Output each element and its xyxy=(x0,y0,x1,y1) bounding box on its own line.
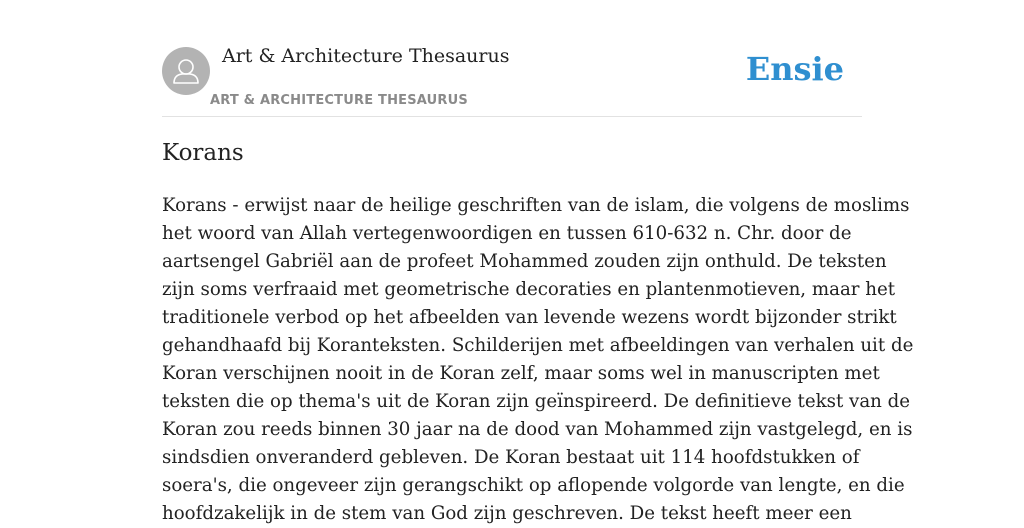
avatar[interactable] xyxy=(162,47,210,95)
source-title[interactable]: Art & Architecture Thesaurus xyxy=(222,45,510,67)
entry-body-line: zijn soms verfraaid met geometrische decoraties en plantenmotieven, maar het xyxy=(162,279,896,300)
entry-body xyxy=(162,192,914,528)
entry-body-line: teksten die op thema's uit de Koran zijn geïnspireerd. De definitieve tekst van de xyxy=(162,391,911,412)
entry-body-line: soera's, die ongeveer zijn gerangschikt op aflopende volgorde van lengte, en die xyxy=(162,475,905,496)
entry-body-line: Koran zou reeds binnen 30 jaar na de dood van Mohammed zijn vastgelegd, en is xyxy=(162,419,913,440)
source-subtitle[interactable]: ART & ARCHITECTURE THESAURUS xyxy=(210,93,468,108)
entry-body-line: Koran verschijnen nooit in de Koran zelf, maar soms wel in manuscripten met xyxy=(162,363,880,384)
header xyxy=(162,0,862,117)
entry-body-line: sindsdien onveranderd gebleven. De Koran bestaat uit 114 hoofdstukken of xyxy=(162,447,860,468)
entry-body-line: gehandhaafd bij Koranteksten. Schilderijen met afbeeldingen van verhalen uit de xyxy=(162,335,914,356)
entry-body-line: het woord van Allah vertegenwoordigen en tussen 610-632 n. Chr. door de xyxy=(162,223,852,244)
entry-title: Korans xyxy=(162,140,244,166)
entry-body-line: Korans - erwijst naar de heilige geschriften van de islam, die volgens de moslims xyxy=(162,195,910,216)
entry-body-line: hoofdzakelijk in de stem van God zijn geschreven. De tekst heeft meer een xyxy=(162,503,852,524)
entry-body-line: traditionele verbod op het afbeelden van levende wezens wordt bijzonder strikt xyxy=(162,307,897,328)
ensie-logo[interactable]: Ensie xyxy=(745,50,844,88)
entry-body-line: aartsengel Gabriël aan de profeet Mohammed zouden zijn onthuld. De teksten xyxy=(162,251,887,272)
user-icon xyxy=(162,47,210,95)
